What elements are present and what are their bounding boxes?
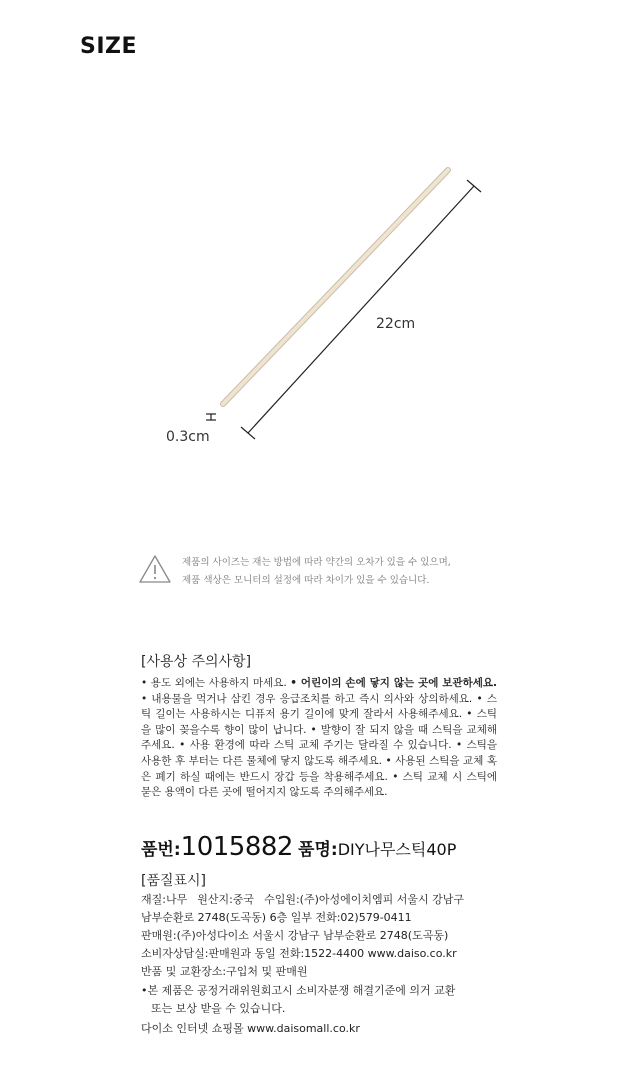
notice-text-2: 또는 보상 받을 수 있습니다. — [151, 1002, 286, 1015]
consumer-center: 소비자상담실:판매원과 동일 전화:1522-4400 www.daiso.co.kr — [141, 947, 457, 960]
quality-info — [141, 891, 501, 1038]
importer-address: 남부순환로 2748(도곡동) 6층 일부 전화:02)579-0411 — [141, 911, 412, 924]
wooden-stick — [223, 170, 448, 404]
notice-line-1: 제품의 사이즈는 재는 방법에 따라 약간의 오차가 있을 수 있으며, — [182, 557, 451, 568]
product-number-label: 품번: — [141, 840, 181, 860]
product-info — [141, 832, 456, 862]
product-number: 1015882 — [180, 832, 293, 862]
importer: 수입원:(주)아성에이치엠피 서울시 강남구 — [264, 893, 464, 906]
size-title: SIZE — [80, 34, 138, 59]
diameter-label: 0.3cm — [166, 429, 210, 445]
diameter-dimension-mark — [206, 414, 216, 420]
caution-item: • 용도 외에는 사용하지 마세요. — [141, 677, 291, 689]
caution-item: • 내용물을 먹거나 삼킨 경우 응급조치를 하고 즉시 의사와 상의하세요. • 스틱 길이는 사용하시는 디퓨저 용기 길이에 맞게 잘라서 사용해주세요. • 스틱을 많이 꽂을수록 향이 많이 납니다. • 발향이 잘 되지 않을 때 스틱을 교체해주세요. • 사용 환경에 따라 스틱 교체 주기는 달라질 수 있습니다. • 스틱을 사용한 후 부터는 다른 물체에 닿지 않도록 해주세요. • 사용된 스틱을 교체 혹은 폐기 하실 때에는 반드시 장갑 등을 착용해주세요. • 스틱 교체 시 스틱에 묻은 용액이 다른 곳에 떨어지지 않도록 주의해주세요. — [141, 692, 497, 799]
exchange-location: 반품 및 교환장소:구입처 및 판매원 — [141, 965, 308, 978]
notice-box — [138, 554, 538, 594]
length-dimension-line — [241, 180, 481, 439]
product-name-label: 품명: — [298, 840, 338, 860]
warning-icon — [138, 554, 172, 584]
caution-text — [141, 676, 497, 801]
shopping-mall: 다이소 인터넷 쇼핑몰 www.daisomall.co.kr — [141, 1022, 360, 1035]
origin: 원산지:중국 — [197, 893, 255, 906]
stick-illustration — [0, 150, 640, 450]
material: 재질:나무 — [141, 893, 188, 906]
product-name: DIY나무스틱40P — [337, 840, 457, 859]
length-label: 22cm — [376, 316, 416, 332]
seller: 판매원:(주)아성다이소 서울시 강남구 남부순환로 2748(도곡동) — [141, 929, 449, 942]
caution-heading: [사용상 주의사항] — [141, 654, 252, 670]
notice-text-1: •본 제품은 공정거래위원회고시 소비자분쟁 해결기준에 의거 교환 — [141, 984, 456, 997]
caution-item-emphasis: • 어린이의 손에 닿지 않는 곳에 보관하세요. — [290, 677, 497, 689]
notice-line-2: 제품 색상은 모니터의 설정에 따라 차이가 있을 수 있습니다. — [182, 575, 430, 586]
quality-heading: [품질표시] — [141, 873, 207, 889]
